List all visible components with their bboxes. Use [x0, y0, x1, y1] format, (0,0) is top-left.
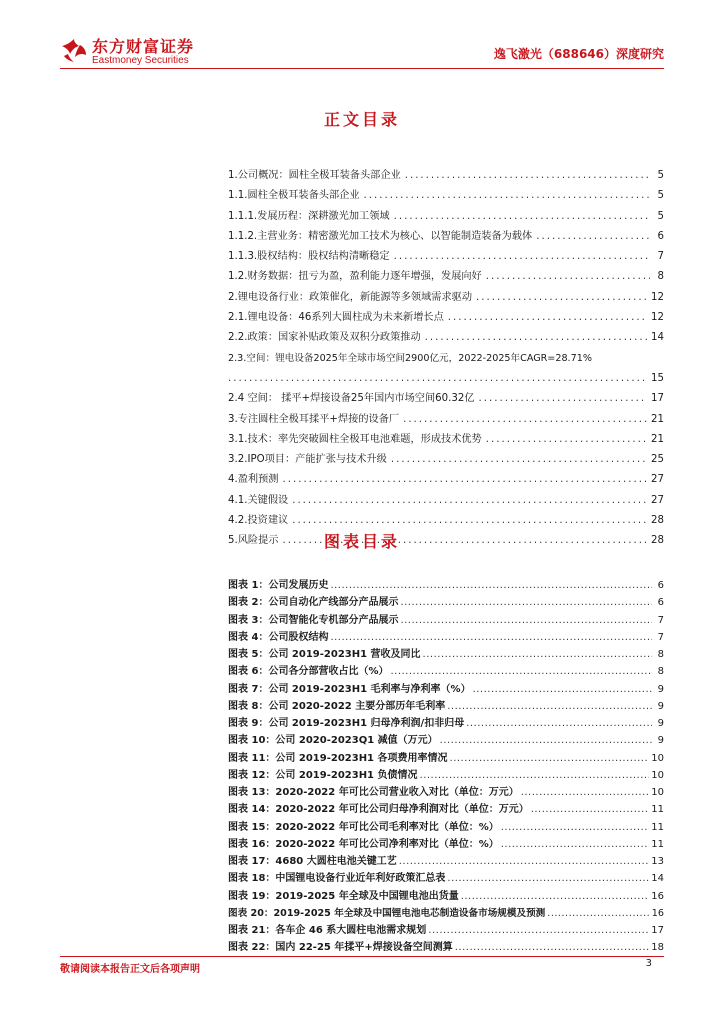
- figure-item[interactable]: 图表 20：2019-2025 年全球及中国锂电池电芯制造设备市场规模及预测 ..... 16: [228, 905, 664, 922]
- brand-name-en: Eastmoney Securities: [92, 55, 189, 66]
- figures-list: [228, 577, 664, 957]
- figure-item[interactable]: 图表 17：4680 大圆柱电池关键工艺 ..... 13: [228, 853, 664, 870]
- figure-item[interactable]: 图表 10：公司 2020-2023Q1 减值（万元） ..... 9: [228, 732, 664, 749]
- figure-item[interactable]: 图表 7：公司 2019-2023H1 毛利率与净利率（%） ..... 9: [228, 681, 664, 698]
- page-header: [0, 0, 724, 72]
- toc-item[interactable]: 2.3.空间：锂电设备2025年全球市场空间2900亿元，2022-2025年CAGR=28.71%: [228, 352, 592, 364]
- toc-item[interactable]: 5.风险提示 ..... 28: [228, 531, 664, 551]
- figure-item[interactable]: 图表 22：国内 22-25 年揉平+焊接设备空间测算 ..... 18: [228, 939, 664, 956]
- figure-item[interactable]: 图表 8：公司 2020-2022 主要分部历年毛利率 ..... 9: [228, 698, 664, 715]
- brand-name-cn: 东方财富证券: [92, 37, 195, 56]
- figure-item[interactable]: 图表 3：公司智能化专机部分产品展示 ..... 7: [228, 612, 664, 629]
- header-divider: [60, 68, 664, 69]
- figure-item[interactable]: 图表 13：2020-2022 年可比公司营业收入对比（单位：万元） ..... 10: [228, 784, 664, 801]
- figure-item[interactable]: 图表 12：公司 2019-2023H1 负债情况 ..... 10: [228, 767, 664, 784]
- figure-item[interactable]: 图表 1：公司发展历史 ..... 6: [228, 577, 664, 594]
- toc-item[interactable]: 3.专注圆柱全极耳揉平+焊接的设备厂 ..... 21: [228, 410, 664, 430]
- toc-item[interactable]: 4.2.投资建议 ..... 28: [228, 511, 664, 531]
- toc-title: 正文目录: [323, 110, 400, 129]
- toc-item[interactable]: 1.1.圆柱全极耳装备头部企业 ..... 5: [228, 186, 664, 206]
- footer-divider: [60, 956, 664, 957]
- toc-list: [228, 166, 664, 552]
- figure-item[interactable]: 图表 5：公司 2019-2023H1 营收及同比 ..... 8: [228, 646, 664, 663]
- toc-item[interactable]: 1.公司概况：圆柱全极耳装备头部企业 ..... 5: [228, 166, 664, 186]
- toc-item-continuation[interactable]: ..... 15: [228, 369, 664, 389]
- toc-item[interactable]: 2.1.锂电设备：46系列大圆柱成为未来新增长点 ..... 12: [228, 308, 664, 328]
- eastmoney-logo-icon: [60, 37, 88, 63]
- footer-disclaimer: 敬请阅读本报告正文后各项声明: [60, 964, 200, 975]
- page-number: 3: [645, 958, 652, 969]
- toc-item[interactable]: 2.2.政策：国家补贴政策及双积分政策推动 ..... 14: [228, 328, 664, 348]
- toc-item[interactable]: 3.2.IPO项目：产能扩张与技术升级 ..... 25: [228, 450, 664, 470]
- report-title: 逸飞激光（688646）深度研究: [493, 47, 664, 61]
- toc-item[interactable]: 3.1.技术：率先突破圆柱全极耳电池难题，形成技术优势 ..... 21: [228, 430, 664, 450]
- figure-item[interactable]: 图表 21：各车企 46 系大圆柱电池需求规划 ..... 17: [228, 922, 664, 939]
- figure-item[interactable]: 图表 19：2019-2025 年全球及中国锂电池出货量 ..... 16: [228, 888, 664, 905]
- toc-item[interactable]: 4.盈利预测 ..... 27: [228, 470, 664, 490]
- figure-item[interactable]: 图表 15：2020-2022 年可比公司毛利率对比（单位：%） ..... 11: [228, 819, 664, 836]
- toc-item[interactable]: 1.1.2.主营业务：精密激光加工技术为核心、以智能制造装备为载体 ..... 6: [228, 227, 664, 247]
- toc-item[interactable]: 4.1.关键假设 ..... 27: [228, 491, 664, 511]
- figure-item[interactable]: 图表 18：中国锂电设备行业近年利好政策汇总表 ..... 14: [228, 870, 664, 887]
- toc-item[interactable]: 1.1.3.股权结构：股权结构清晰稳定 ..... 7: [228, 247, 664, 267]
- figure-item[interactable]: 图表 6：公司各分部营收占比（%） ..... 8: [228, 663, 664, 680]
- figure-item[interactable]: 图表 2：公司自动化产线部分产品展示 ..... 6: [228, 594, 664, 611]
- toc-item[interactable]: 1.1.1.发展历程：深耕激光加工领域 ..... 5: [228, 207, 664, 227]
- figure-item[interactable]: 图表 14：2020-2022 年可比公司归母净利润对比（单位：万元） ..... 11: [228, 801, 664, 818]
- toc-item[interactable]: 1.2.财务数据：扭亏为盈，盈利能力逐年增强，发展向好 ..... 8: [228, 267, 664, 287]
- figure-item[interactable]: 图表 4：公司股权结构 ..... 7: [228, 629, 664, 646]
- toc-item[interactable]: 2.4 空间： 揉平+焊接设备25年国内市场空间60.32亿 ..... 17: [228, 389, 664, 409]
- figures-title: 图表目录: [323, 532, 400, 551]
- figure-item[interactable]: 图表 11：公司 2019-2023H1 各项费用率情况 ..... 10: [228, 750, 664, 767]
- toc-item[interactable]: 2.锂电设备行业：政策催化，新能源等多领域需求驱动 ..... 12: [228, 288, 664, 308]
- figure-item[interactable]: 图表 16：2020-2022 年可比公司净利率对比（单位：%） ..... 11: [228, 836, 664, 853]
- figure-item[interactable]: 图表 9：公司 2019-2023H1 归母净利润/扣非归母 ..... 9: [228, 715, 664, 732]
